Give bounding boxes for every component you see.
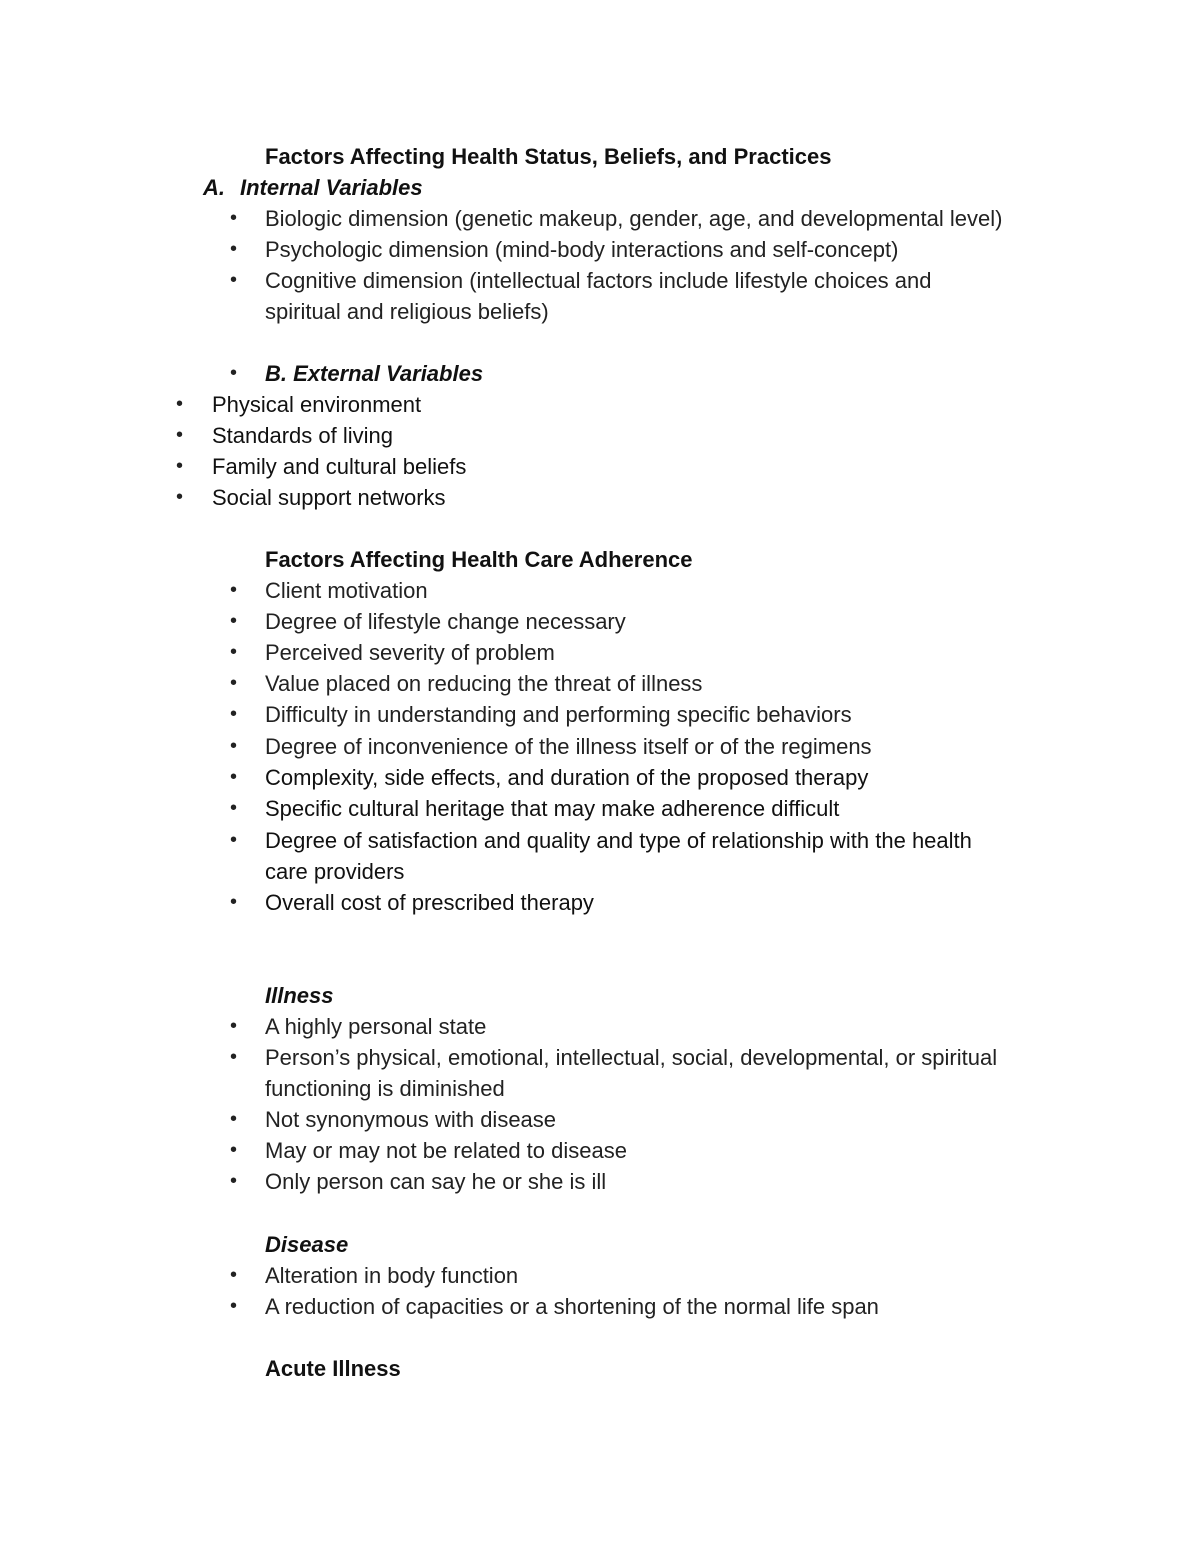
internal-variables-prefix: A. [203, 175, 225, 200]
list-item: Physical environment [212, 392, 422, 417]
list-item: Biologic dimension (genetic makeup, gender, age, and developmental level) [265, 206, 1003, 231]
external-variables-label: B. External Variables [265, 361, 484, 386]
list-item: A highly personal state [265, 1014, 487, 1039]
bullet: • [230, 207, 238, 229]
section-title-illness: Illness [265, 983, 334, 1008]
bullet: • [230, 1295, 238, 1317]
list-item: Not synonymous with disease [265, 1107, 557, 1132]
bullet: • [230, 641, 238, 663]
bullet: • [230, 829, 238, 851]
list-item: May or may not be related to disease [265, 1138, 627, 1163]
bullet: • [230, 362, 238, 384]
list-item: Specific cultural heritage that may make adherence difficult [265, 796, 840, 821]
section-title-acute-illness: Acute Illness [265, 1356, 401, 1381]
list-item: Degree of satisfaction and quality and type of relationship with the health [265, 828, 972, 853]
list-item: Perceived severity of problem [265, 640, 555, 665]
list-item: Family and cultural beliefs [212, 454, 467, 479]
list-item: Only person can say he or she is ill [265, 1169, 607, 1194]
bullet: • [230, 703, 238, 725]
bullet: • [230, 797, 238, 819]
bullet: • [176, 455, 184, 477]
section-title-adherence: Factors Affecting Health Care Adherence [265, 547, 693, 572]
bullet: • [230, 1015, 238, 1037]
bullet: • [230, 269, 238, 291]
bullet: • [230, 1264, 238, 1286]
bullet: • [230, 1108, 238, 1130]
list-item: Overall cost of prescribed therapy [265, 890, 594, 915]
list-item: Degree of lifestyle change necessary [265, 609, 626, 634]
list-item: Difficulty in understanding and performing specific behaviors [265, 702, 852, 727]
bullet: • [176, 486, 184, 508]
bullet: • [176, 424, 184, 446]
section-title-disease: Disease [265, 1232, 349, 1257]
list-item: Cognitive dimension (intellectual factors include lifestyle choices and [265, 268, 932, 293]
list-item: Psychologic dimension (mind-body interactions and self-concept) [265, 237, 899, 262]
bullet: • [230, 238, 238, 260]
bullet: • [230, 1046, 238, 1068]
bullet: • [230, 766, 238, 788]
internal-variables-label: Internal Variables [240, 175, 423, 200]
bullet: • [230, 610, 238, 632]
list-item: A reduction of capacities or a shortening of the normal life span [265, 1294, 879, 1319]
list-item: Value placed on reducing the threat of illness [265, 671, 703, 696]
bullet: • [176, 393, 184, 415]
section-title-health-status: Factors Affecting Health Status, Beliefs, and Practices [265, 144, 832, 169]
bullet: • [230, 579, 238, 601]
list-item: Complexity, side effects, and duration of the proposed therapy [265, 765, 869, 790]
list-item: Person’s physical, emotional, intellectual, social, developmental, or spiritual [265, 1045, 998, 1070]
list-item-continuation: spiritual and religious beliefs) [265, 299, 549, 324]
bullet: • [230, 1170, 238, 1192]
bullet: • [230, 735, 238, 757]
list-item-continuation: care providers [265, 859, 405, 884]
bullet: • [230, 672, 238, 694]
list-item: Alteration in body function [265, 1263, 519, 1288]
list-item: Degree of inconvenience of the illness itself or of the regimens [265, 734, 872, 759]
list-item: Client motivation [265, 578, 428, 603]
list-item: Standards of living [212, 423, 393, 448]
list-item: Social support networks [212, 485, 446, 510]
bullet: • [230, 891, 238, 913]
bullet: • [230, 1139, 238, 1161]
list-item-continuation: functioning is diminished [265, 1076, 505, 1101]
